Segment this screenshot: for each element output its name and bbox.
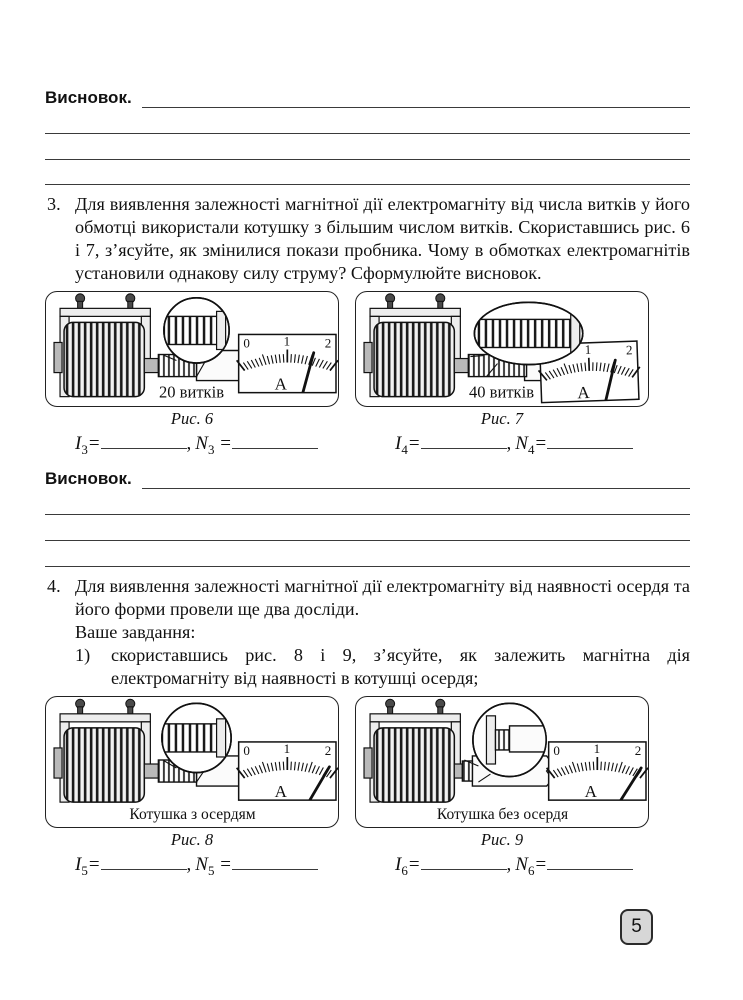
subscript: 3 [207, 442, 215, 458]
task4-number: 4. [47, 575, 61, 596]
electromagnet-coil [364, 294, 460, 397]
captions-8-9 [45, 830, 690, 850]
answer-i6-n6: $I_6=$ , $N_6=$ [355, 854, 649, 876]
current-symbol: I [75, 853, 82, 875]
coil-core [144, 764, 158, 778]
tick-label: 2 [625, 342, 633, 358]
figures-6-7 [45, 291, 690, 407]
turns-symbol: N [195, 853, 208, 875]
probe-few-filings [462, 761, 472, 781]
tick-label: 1 [593, 740, 601, 756]
tick-label: 2 [324, 335, 332, 351]
turns-value-blank[interactable] [547, 854, 633, 870]
ammeter [237, 334, 338, 407]
subscript: 5 [207, 862, 215, 878]
subitem-text: скориставшись рис. 8 і 9, з’ясуйте, як залежить магнітна дія електромагніту від наявності в котушці осердя; [111, 644, 690, 688]
figure-7-turns-label: 40 витків [468, 383, 535, 403]
conclusion-mid [45, 465, 690, 489]
writing-line[interactable] [142, 87, 690, 108]
figure-7-caption: Рис. 7 [480, 409, 524, 429]
figure-6-turns-label: 20 витків [158, 383, 225, 403]
figure-6-caption: Рис. 6 [170, 409, 214, 429]
conclusion-top [45, 84, 690, 108]
current-value-blank[interactable] [101, 854, 187, 870]
answer-i5-n5: $I_5=$ , $N_5$ = [45, 854, 339, 876]
writing-line[interactable] [45, 160, 690, 186]
tick-label: 0 [553, 742, 560, 758]
figure-6-drawing [46, 292, 338, 406]
figure-7 [355, 291, 649, 407]
subscript: 6 [527, 862, 535, 878]
writing-line[interactable] [45, 489, 690, 515]
page-number-badge [620, 909, 653, 945]
task4-subitem-1 [75, 644, 690, 690]
figure-9-drawing [356, 697, 648, 827]
figure-7-drawing [356, 292, 648, 406]
coil-core [144, 359, 158, 373]
tick-label: 1 [283, 740, 291, 756]
figure-8-caption: Рис. 8 [170, 829, 214, 849]
conclusion-label: Висновок. [45, 469, 132, 489]
answers-3-4 [45, 433, 690, 458]
answer-i3-n3: $I_3=$ , $N_3$ = [45, 433, 339, 455]
figure-9 [355, 696, 649, 828]
coil-core [454, 359, 468, 373]
writing-line[interactable] [45, 541, 690, 567]
task4-assignment-label: Ваше завдання: [75, 621, 196, 642]
figure-8-label: Котушка з осердям [129, 805, 256, 823]
tick-label: 1 [283, 333, 291, 349]
task3-number: 3. [47, 194, 61, 215]
figure-9-caption: Рис. 9 [480, 829, 524, 849]
coil-end [454, 764, 462, 778]
turns-symbol: N [515, 433, 528, 455]
subscript: 5 [81, 862, 88, 878]
tick-label: 0 [243, 742, 250, 758]
writing-line[interactable] [142, 468, 690, 489]
current-value-blank[interactable] [421, 433, 507, 449]
subitem-number: 1) [75, 644, 91, 665]
tick-label: 0 [243, 335, 250, 351]
answers-5-6 [45, 854, 690, 876]
turns-symbol: N [195, 433, 208, 455]
figures-8-9 [45, 696, 690, 828]
electromagnet-coil [364, 699, 460, 802]
answer-i4-n4: $I_4=$ , $N_4=$ [355, 433, 649, 455]
task3-text: Для виявлення залежності магнітної дії електромагніту від числа витків у його обмотці використали котушку з більшим числом витків. Скориставшись рис. 6 і 7, з’ясуйте, як змінилися покази пробника. Чому в обмотках електромагнітів установили однакову силу струму? Сформулюйте висновок. [75, 194, 690, 284]
current-value-blank[interactable] [421, 854, 507, 870]
figure-9-label: Котушка без осердя [436, 805, 569, 823]
turns-value-blank[interactable] [232, 854, 318, 870]
turns-value-blank[interactable] [232, 433, 318, 449]
writing-line[interactable] [45, 134, 690, 160]
tick-label: 1 [584, 342, 592, 358]
subscript: 6 [401, 862, 408, 878]
figure-6 [45, 291, 339, 407]
ammeter-unit: А [576, 383, 590, 403]
figure-8 [45, 696, 339, 828]
subscript: 3 [81, 442, 88, 458]
turns-value-blank[interactable] [547, 433, 633, 449]
subscript: 4 [401, 442, 408, 458]
conclusion-label: Висновок. [45, 88, 132, 107]
task4-intro: Для виявлення залежності магнітної дії електромагніту від наявності осердя та його форми провели ще два досліди. [75, 575, 690, 619]
tick-label: 2 [324, 742, 332, 758]
ammeter-unit: А [584, 781, 597, 801]
current-symbol: I [395, 433, 402, 455]
tick-label: 2 [634, 742, 642, 758]
turns-symbol: N [515, 853, 528, 875]
figure-8-drawing [46, 697, 338, 827]
captions-6-7 [45, 409, 690, 429]
electromagnet-coil [54, 699, 150, 802]
current-symbol: I [75, 433, 82, 455]
ammeter-unit: А [274, 375, 287, 395]
subscript: 4 [527, 442, 535, 458]
current-value-blank[interactable] [101, 433, 187, 449]
current-symbol: I [395, 853, 402, 875]
page-number: 5 [631, 916, 642, 937]
task4-paragraph [45, 575, 690, 690]
electromagnet-coil [54, 294, 150, 397]
task3-paragraph [45, 193, 690, 285]
page-content [45, 84, 690, 876]
writing-line[interactable] [45, 108, 690, 134]
writing-line[interactable] [45, 515, 690, 541]
ammeter-unit: А [274, 781, 287, 801]
